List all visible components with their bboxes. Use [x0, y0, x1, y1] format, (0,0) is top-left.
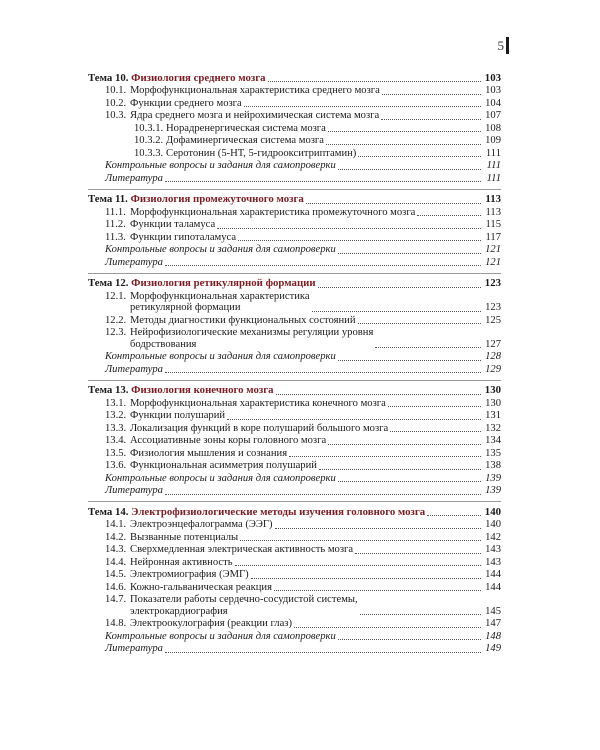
- page-ref: 131: [485, 410, 501, 421]
- page-ref: 134: [485, 435, 501, 446]
- entry-label: [105, 207, 415, 219]
- dot-leader: [388, 406, 481, 407]
- toc-subsection[interactable]: [88, 618, 501, 631]
- toc-extra-item[interactable]: [88, 630, 501, 643]
- entry-text: Литература: [105, 485, 163, 496]
- dot-leader: [427, 515, 481, 516]
- entry-label: [105, 110, 379, 122]
- toc-subsection[interactable]: [88, 397, 501, 410]
- toc-subsubsection[interactable]: [88, 147, 501, 160]
- entry-text: Сверхмедленная электрическая активность мозга: [130, 544, 354, 555]
- toc-subsection[interactable]: [88, 556, 501, 569]
- toc-subsubsection[interactable]: [88, 122, 501, 135]
- dot-leader: [312, 311, 481, 312]
- toc-chapter: [88, 506, 501, 655]
- page-ref: 130: [484, 384, 501, 396]
- page-number: 5: [497, 38, 504, 53]
- dot-leader: [306, 203, 481, 204]
- entry-text: Ядра среднего мозга и нейрохимическая система мозга: [130, 110, 380, 121]
- chapter-divider: [88, 380, 501, 381]
- entry-text: Морфофункциональная характеристика промежуточного мозга: [130, 206, 416, 218]
- entry-number: 11.3.: [105, 231, 126, 243]
- page-ref: 130: [485, 397, 501, 409]
- entry-label: [134, 135, 324, 147]
- entry-text: Контрольные вопросы и задания для самопроверки: [105, 472, 336, 484]
- page-ref: 109: [485, 135, 501, 146]
- entry-label: [105, 219, 215, 231]
- dot-leader: [360, 614, 481, 615]
- dot-leader: [268, 81, 481, 82]
- page-ref: 129: [485, 363, 501, 375]
- dot-leader: [319, 469, 481, 470]
- dot-leader: [276, 394, 481, 395]
- dot-leader: [381, 119, 481, 120]
- chapter-divider: [88, 501, 501, 502]
- entry-text: Морфофункциональная характеристика среднего мозга: [130, 85, 380, 96]
- toc-extra-item[interactable]: [88, 172, 501, 185]
- entry-text: Контрольные вопросы и задания для самопроверки: [105, 244, 336, 255]
- page-ref: 127: [485, 338, 501, 350]
- entry-number: 14.3.: [105, 544, 127, 555]
- dot-leader: [238, 240, 481, 241]
- topic-title: Физиология промежуточного мозга: [130, 193, 304, 205]
- dot-leader: [165, 494, 481, 495]
- page-ref: 128: [485, 351, 501, 362]
- entry-number: 13.2.: [105, 410, 127, 421]
- page-ref: 139: [485, 472, 501, 484]
- entry-text: Контрольные вопросы и задания для самопроверки: [105, 351, 336, 362]
- toc-subsection[interactable]: [88, 594, 501, 618]
- entry-label: [105, 232, 236, 244]
- entry-label: [105, 435, 326, 447]
- page-ref: 104: [485, 97, 501, 109]
- page-ref: 121: [485, 244, 501, 255]
- toc-extra-item[interactable]: [88, 472, 501, 485]
- entry-label: [105, 618, 292, 630]
- entry-number: 12.2.: [105, 314, 127, 326]
- entry-number: 10.3.3.: [134, 147, 164, 159]
- page-ref: 135: [485, 447, 501, 459]
- entry-text: Контрольные вопросы и задания для самопроверки: [105, 160, 336, 171]
- toc-extra-item[interactable]: [88, 256, 501, 269]
- dot-leader: [390, 431, 481, 432]
- entry-text: Литература: [105, 256, 163, 268]
- page-ref: 121: [485, 256, 501, 268]
- dot-leader: [294, 627, 481, 628]
- entry-text: Методы диагностики функциональных состояний: [130, 314, 356, 326]
- toc-subsubsection[interactable]: [88, 135, 501, 148]
- entry-number: 10.3.: [105, 110, 127, 121]
- topic-label: [88, 507, 425, 519]
- toc-extra-item[interactable]: [88, 485, 501, 498]
- toc-subsection[interactable]: [88, 544, 501, 557]
- toc-subsection[interactable]: [88, 219, 501, 232]
- dot-leader: [165, 181, 481, 182]
- table-of-contents: [88, 72, 501, 655]
- entry-label: [105, 423, 388, 435]
- page-ref: 103: [484, 71, 501, 84]
- entry-text: Литература: [105, 363, 163, 375]
- dot-leader: [382, 94, 481, 95]
- toc-subsection[interactable]: [88, 410, 501, 423]
- toc-extra-item[interactable]: [88, 351, 501, 364]
- entry-number: 11.2.: [105, 219, 126, 230]
- entry-text: Дофаминергическая система мозга: [166, 135, 324, 146]
- entry-number: 13.3.: [105, 422, 127, 434]
- entry-number: 12.1.: [105, 290, 127, 302]
- dot-leader: [358, 156, 481, 157]
- entry-number: 14.5.: [105, 569, 127, 580]
- entry-text: Серотонин (5-НТ, 5-гидроокситриптамин): [166, 147, 357, 159]
- toc-subsection[interactable]: [88, 581, 501, 594]
- entry-text: Норадренергическая система мозга: [166, 122, 326, 134]
- entry-label: [105, 315, 356, 327]
- toc-subsection[interactable]: [88, 327, 501, 351]
- entry-number: 13.5.: [105, 447, 127, 459]
- dot-leader: [417, 215, 481, 216]
- topic-number: Тема 10.: [88, 71, 129, 84]
- page-ref: 113: [485, 193, 501, 205]
- entry-number: 13.6.: [105, 460, 127, 471]
- dot-leader: [375, 347, 481, 348]
- toc-topic-heading[interactable]: [88, 506, 501, 519]
- page-ref: 144: [485, 569, 501, 580]
- toc-extra-item[interactable]: [88, 244, 501, 257]
- entry-text: Функции полушарий: [130, 410, 226, 421]
- entry-text: Контрольные вопросы и задания для самопроверки: [105, 630, 336, 642]
- toc-subsection[interactable]: [88, 110, 501, 123]
- topic-title: Физиология ретикулярной формации: [131, 277, 316, 289]
- dot-leader: [355, 553, 481, 554]
- entry-number: 12.3.: [105, 327, 127, 338]
- dot-leader: [289, 456, 481, 457]
- entry-number: 10.3.2.: [134, 135, 164, 146]
- toc-extra-item[interactable]: [88, 643, 501, 656]
- page-ref: 147: [485, 618, 501, 629]
- topic-number: Тема 11.: [88, 193, 128, 205]
- page-ref: 103: [485, 85, 501, 96]
- chapter-divider: [88, 273, 501, 274]
- entry-label: [105, 327, 373, 350]
- entry-number: 14.4.: [105, 556, 127, 568]
- entry-number: 14.2.: [105, 531, 127, 543]
- entry-text: Функции среднего мозга: [130, 97, 242, 109]
- dot-leader: [318, 287, 481, 288]
- toc-subsection[interactable]: [88, 460, 501, 473]
- toc-subsection[interactable]: [88, 569, 501, 582]
- toc-extra-item[interactable]: [88, 363, 501, 376]
- entry-text-continued: ретикулярной формации: [130, 302, 241, 313]
- dot-leader: [227, 419, 481, 420]
- entry-label: [105, 594, 358, 617]
- dot-leader: [326, 144, 481, 145]
- entry-text: Морфофункциональная характеристика конечного мозга: [130, 397, 386, 409]
- toc-subsection[interactable]: [88, 290, 501, 314]
- toc-subsection[interactable]: [88, 314, 501, 327]
- dot-leader: [240, 540, 481, 541]
- entry-label: [105, 532, 238, 544]
- toc-subsection[interactable]: [88, 435, 501, 448]
- dot-leader: [165, 652, 481, 653]
- dot-leader: [275, 528, 482, 529]
- dot-leader: [165, 372, 481, 373]
- page-ref: 125: [485, 314, 501, 326]
- entry-text: Локализация функций в коре полушарий большого мозга: [130, 422, 389, 434]
- dot-leader: [338, 169, 481, 170]
- dot-leader: [338, 360, 481, 361]
- page-number-bar: [506, 37, 509, 54]
- page-ref: 113: [485, 206, 501, 218]
- dot-leader: [165, 265, 481, 266]
- page-ref: 107: [485, 110, 501, 121]
- entry-label: [105, 582, 272, 594]
- page-ref: 144: [485, 581, 501, 593]
- topic-title: Физиология конечного мозга: [131, 384, 274, 396]
- page-ref: 145: [485, 605, 501, 617]
- entry-label: [134, 123, 326, 135]
- page-ref: 138: [485, 460, 501, 471]
- entry-label: [134, 148, 356, 160]
- entry-number: 10.3.1.: [134, 122, 164, 134]
- toc-chapter: [88, 278, 501, 376]
- page-ref: 111: [486, 160, 501, 171]
- page-ref: 148: [485, 630, 501, 642]
- dot-leader: [244, 106, 481, 107]
- page-ref: 108: [485, 122, 501, 134]
- page-ref: 143: [485, 544, 501, 555]
- page-ref: 115: [485, 219, 501, 230]
- page-ref: 123: [484, 277, 501, 289]
- entry-label: [105, 448, 287, 460]
- entry-label: [105, 98, 242, 110]
- toc-subsection[interactable]: [88, 206, 501, 219]
- dot-leader: [338, 639, 481, 640]
- entry-text: Морфофункциональная характеристика: [130, 290, 310, 302]
- entry-text: Электромиография (ЭМГ): [130, 569, 249, 580]
- page-ref: 117: [485, 231, 501, 243]
- toc-subsection[interactable]: [88, 231, 501, 244]
- toc-subsection[interactable]: [88, 519, 501, 532]
- topic-label: [88, 73, 266, 85]
- toc-chapter: [88, 385, 501, 498]
- entry-label: [105, 410, 225, 422]
- entry-text: Функциональная асимметрия полушарий: [130, 460, 317, 471]
- entry-text: Вызванные потенциалы: [130, 531, 239, 543]
- toc-subsection[interactable]: [88, 531, 501, 544]
- dot-leader: [217, 228, 481, 229]
- entry-text-continued: электрокардиография: [130, 605, 228, 617]
- page-ref: 132: [485, 422, 501, 434]
- entry-text: Функции таламуса: [130, 219, 216, 230]
- toc-topic-heading[interactable]: [88, 385, 501, 398]
- dot-leader: [328, 131, 481, 132]
- entry-label: [105, 519, 273, 531]
- entry-label: [105, 398, 386, 410]
- toc-subsection[interactable]: [88, 85, 501, 98]
- dot-leader: [358, 323, 481, 324]
- dot-leader: [274, 590, 481, 591]
- page-ref: 111: [485, 147, 501, 159]
- entry-number: 14.1.: [105, 519, 127, 530]
- entry-text: Литература: [105, 172, 163, 184]
- entry-text: Электроэнцефалограмма (ЭЭГ): [130, 519, 273, 530]
- entry-number: 14.7.: [105, 594, 127, 605]
- page-ref: 123: [485, 302, 501, 313]
- page-ref: 140: [485, 519, 501, 530]
- topic-label: [88, 385, 274, 397]
- topic-label: [88, 278, 316, 290]
- entry-number: 10.1.: [105, 85, 127, 96]
- entry-number: 13.1.: [105, 397, 127, 409]
- dot-leader: [338, 253, 481, 254]
- entry-text: Физиология мышления и сознания: [130, 447, 288, 459]
- page-ref: 142: [485, 531, 501, 543]
- entry-number: 13.4.: [105, 435, 127, 446]
- toc-extra-item[interactable]: [88, 160, 501, 173]
- dot-leader: [235, 565, 481, 566]
- entry-text: Электроокулография (реакции глаз): [130, 618, 292, 629]
- entry-label: [105, 557, 233, 569]
- topic-title: Электрофизиологические методы изучения головного мозга: [131, 505, 426, 518]
- page-ref: 140: [484, 505, 501, 518]
- chapter-divider: [88, 189, 501, 190]
- entry-label: [105, 544, 353, 556]
- entry-number: 14.8.: [105, 618, 127, 629]
- toc-chapter: [88, 194, 501, 269]
- entry-text: Литература: [105, 643, 163, 654]
- toc-subsection[interactable]: [88, 422, 501, 435]
- toc-topic-heading[interactable]: [88, 278, 501, 291]
- topic-number: Тема 12.: [88, 277, 129, 289]
- toc-subsection[interactable]: [88, 97, 501, 110]
- entry-text: Кожно-гальваническая реакция: [130, 581, 272, 593]
- page-ref: 139: [485, 485, 501, 496]
- entry-number: 10.2.: [105, 97, 127, 109]
- entry-label: [105, 460, 317, 472]
- entry-text: Нейрофизиологические механизмы регуляции уровня: [130, 327, 374, 338]
- entry-label: [105, 291, 310, 314]
- entry-text: Показатели работы сердечно-сосудистой системы,: [130, 594, 358, 605]
- topic-title: Физиология среднего мозга: [131, 71, 266, 84]
- entry-text-continued: бодрствования: [130, 338, 197, 350]
- topic-label: [88, 194, 304, 206]
- entry-number: 14.6.: [105, 581, 127, 593]
- entry-label: [105, 569, 249, 581]
- toc-topic-heading[interactable]: [88, 72, 501, 85]
- dot-leader: [251, 578, 481, 579]
- entry-text: Нейронная активность: [130, 556, 233, 568]
- page-ref: 143: [485, 556, 501, 568]
- dot-leader: [338, 481, 481, 482]
- toc-topic-heading[interactable]: [88, 194, 501, 207]
- topic-number: Тема 14.: [88, 505, 129, 518]
- entry-number: 11.1.: [105, 206, 126, 218]
- toc-subsection[interactable]: [88, 447, 501, 460]
- dot-leader: [328, 444, 481, 445]
- entry-text: Ассоциативные зоны коры головного мозга: [130, 435, 327, 446]
- page-ref: 111: [486, 172, 501, 184]
- topic-number: Тема 13.: [88, 384, 129, 396]
- toc-chapter: [88, 72, 501, 185]
- entry-label: [105, 85, 380, 97]
- page-ref: 149: [485, 643, 501, 654]
- entry-text: Функции гипоталамуса: [130, 231, 237, 243]
